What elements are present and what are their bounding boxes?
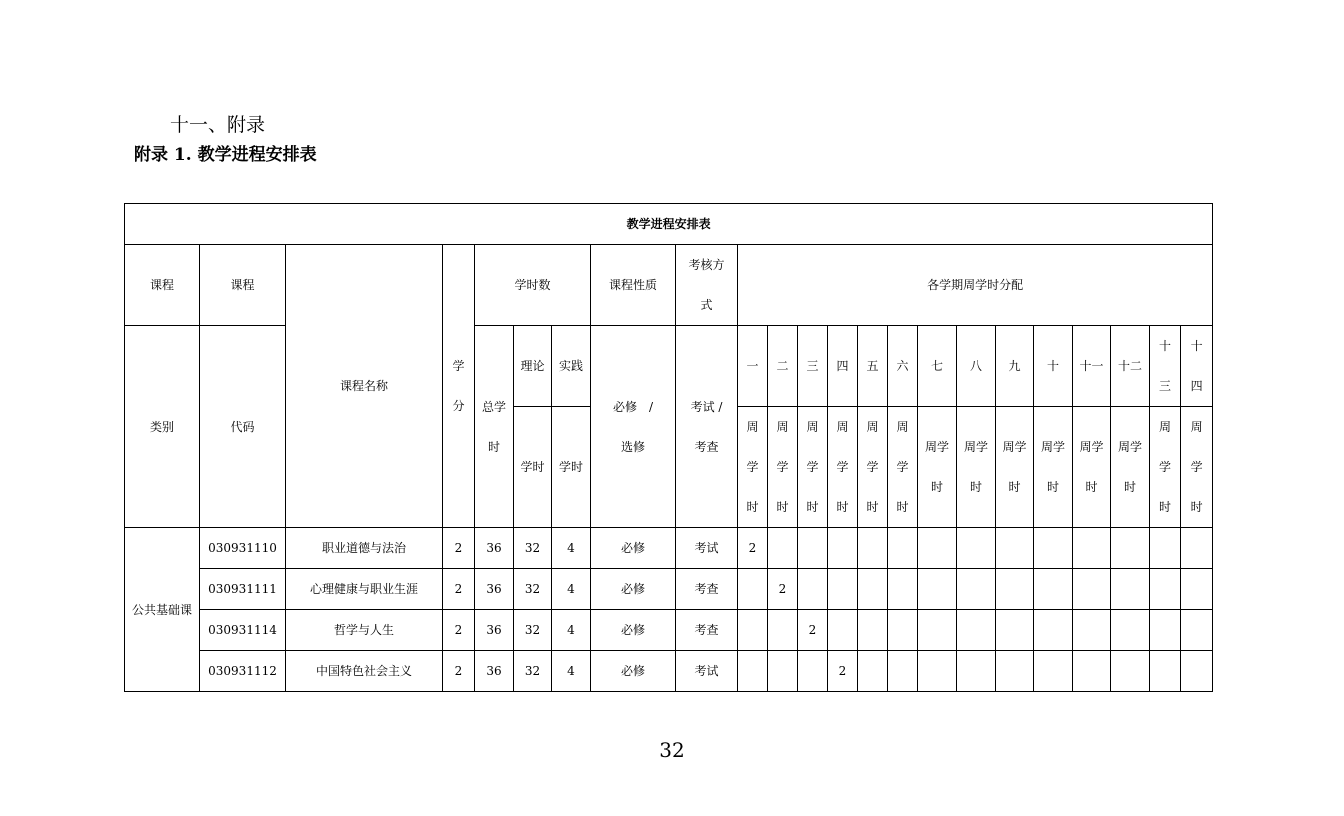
- weekly-hours-semester-8: [957, 528, 996, 569]
- weekly-hours-semester-12: [1111, 569, 1150, 610]
- total-hours: 36: [475, 610, 514, 651]
- header-semester-unit-5: 周 学 时: [858, 407, 888, 528]
- table-row: [125, 651, 1213, 692]
- weekly-hours-semester-5: [858, 528, 888, 569]
- weekly-hours-semester-6: [888, 528, 918, 569]
- credits: 2: [443, 569, 475, 610]
- weekly-hours-semester-2: [768, 651, 798, 692]
- weekly-hours-semester-11: [1073, 651, 1111, 692]
- header-practice-top: 实践: [552, 326, 591, 407]
- header-semester-unit-3: 周 学 时: [798, 407, 828, 528]
- header-nature-sub: 必修 / 选修: [591, 326, 676, 528]
- credits: 2: [443, 610, 475, 651]
- weekly-hours-semester-6: [888, 569, 918, 610]
- header-semester-unit-8: 周学 时: [957, 407, 996, 528]
- weekly-hours-semester-14: [1181, 528, 1213, 569]
- table-row: [125, 569, 1213, 610]
- header-course-name: 课程名称: [286, 245, 443, 528]
- header-semester-7: 七: [918, 326, 957, 407]
- weekly-hours-semester-12: [1111, 651, 1150, 692]
- course-nature: 必修: [591, 651, 676, 692]
- header-semester-unit-4: 周 学 时: [828, 407, 858, 528]
- course-code: 030931111: [200, 569, 286, 610]
- header-semester-unit-9: 周学 时: [996, 407, 1034, 528]
- header-category-top: 课程: [125, 245, 200, 326]
- course-name: 哲学与人生: [286, 610, 443, 651]
- theory-hours: 32: [514, 569, 552, 610]
- weekly-hours-semester-8: [957, 569, 996, 610]
- weekly-hours-semester-1: [738, 569, 768, 610]
- assessment-method: 考查: [676, 569, 738, 610]
- weekly-hours-semester-1: [738, 651, 768, 692]
- weekly-hours-semester-6: [888, 651, 918, 692]
- header-semester-unit-2: 周 学 时: [768, 407, 798, 528]
- header-semester-unit-12: 周学 时: [1111, 407, 1150, 528]
- course-nature: 必修: [591, 528, 676, 569]
- header-total-hours: 总学 时: [475, 326, 514, 528]
- course-code: 030931114: [200, 610, 286, 651]
- theory-hours: 32: [514, 610, 552, 651]
- total-hours: 36: [475, 528, 514, 569]
- weekly-hours-semester-10: [1034, 528, 1073, 569]
- weekly-hours-semester-9: [996, 569, 1034, 610]
- header-semester-unit-13: 周 学 时: [1150, 407, 1181, 528]
- assessment-method: 考试: [676, 528, 738, 569]
- weekly-hours-semester-1: 2: [738, 528, 768, 569]
- weekly-hours-semester-5: [858, 651, 888, 692]
- header-semester-8: 八: [957, 326, 996, 407]
- practice-hours: 4: [552, 569, 591, 610]
- weekly-hours-semester-2: 2: [768, 569, 798, 610]
- theory-hours: 32: [514, 528, 552, 569]
- header-semester-2: 二: [768, 326, 798, 407]
- header-semester-1: 一: [738, 326, 768, 407]
- teaching-schedule-table: [124, 203, 1213, 692]
- weekly-hours-semester-14: [1181, 569, 1213, 610]
- header-assess-group: 考核方 式: [676, 245, 738, 326]
- assessment-method: 考查: [676, 610, 738, 651]
- weekly-hours-semester-3: [798, 569, 828, 610]
- header-semester-unit-14: 周 学 时: [1181, 407, 1213, 528]
- table-row: [125, 610, 1213, 651]
- weekly-hours-semester-14: [1181, 651, 1213, 692]
- table-caption: 教学进程安排表: [125, 204, 1213, 245]
- weekly-hours-semester-13: [1150, 610, 1181, 651]
- weekly-hours-semester-12: [1111, 528, 1150, 569]
- weekly-hours-semester-8: [957, 651, 996, 692]
- header-semester-group: 各学期周学时分配: [738, 245, 1213, 326]
- course-name: 中国特色社会主义: [286, 651, 443, 692]
- weekly-hours-semester-4: [828, 610, 858, 651]
- weekly-hours-semester-10: [1034, 569, 1073, 610]
- weekly-hours-semester-14: [1181, 610, 1213, 651]
- assessment-method: 考试: [676, 651, 738, 692]
- header-semester-5: 五: [858, 326, 888, 407]
- weekly-hours-semester-13: [1150, 651, 1181, 692]
- course-code: 030931112: [200, 651, 286, 692]
- practice-hours: 4: [552, 610, 591, 651]
- header-semester-11: 十一: [1073, 326, 1111, 407]
- practice-hours: 4: [552, 651, 591, 692]
- weekly-hours-semester-3: [798, 528, 828, 569]
- course-nature: 必修: [591, 610, 676, 651]
- appendix-title: 附录 1. 教学进程安排表: [134, 145, 317, 165]
- weekly-hours-semester-9: [996, 528, 1034, 569]
- weekly-hours-semester-12: [1111, 610, 1150, 651]
- weekly-hours-semester-11: [1073, 528, 1111, 569]
- weekly-hours-semester-10: [1034, 610, 1073, 651]
- practice-hours: 4: [552, 528, 591, 569]
- credits: 2: [443, 651, 475, 692]
- theory-hours: 32: [514, 651, 552, 692]
- weekly-hours-semester-11: [1073, 569, 1111, 610]
- header-semester-unit-11: 周学 时: [1073, 407, 1111, 528]
- weekly-hours-semester-7: [918, 610, 957, 651]
- weekly-hours-semester-13: [1150, 569, 1181, 610]
- header-nature-group: 课程性质: [591, 245, 676, 326]
- header-semester-unit-1: 周 学 时: [738, 407, 768, 528]
- page-number: 32: [659, 738, 685, 762]
- course-name: 职业道德与法治: [286, 528, 443, 569]
- header-credits: 学 分: [443, 245, 475, 528]
- table-row: [125, 528, 1213, 569]
- header-semester-4: 四: [828, 326, 858, 407]
- course-code: 030931110: [200, 528, 286, 569]
- weekly-hours-semester-7: [918, 651, 957, 692]
- header-semester-3: 三: [798, 326, 828, 407]
- course-nature: 必修: [591, 569, 676, 610]
- header-semester-13: 十 三: [1150, 326, 1181, 407]
- weekly-hours-semester-9: [996, 610, 1034, 651]
- weekly-hours-semester-10: [1034, 651, 1073, 692]
- weekly-hours-semester-8: [957, 610, 996, 651]
- header-assess-sub: 考试 / 考查: [676, 326, 738, 528]
- header-semester-12: 十二: [1111, 326, 1150, 407]
- weekly-hours-semester-11: [1073, 610, 1111, 651]
- header-semester-6: 六: [888, 326, 918, 407]
- weekly-hours-semester-2: [768, 528, 798, 569]
- weekly-hours-semester-5: [858, 569, 888, 610]
- weekly-hours-semester-7: [918, 528, 957, 569]
- header-category-bottom: 类别: [125, 326, 200, 528]
- table-body: [125, 204, 1213, 692]
- weekly-hours-semester-13: [1150, 528, 1181, 569]
- total-hours: 36: [475, 569, 514, 610]
- course-name: 心理健康与职业生涯: [286, 569, 443, 610]
- header-theory-bottom: 学时: [514, 407, 552, 528]
- weekly-hours-semester-3: [798, 651, 828, 692]
- header-semester-unit-6: 周 学 时: [888, 407, 918, 528]
- weekly-hours-semester-4: [828, 569, 858, 610]
- weekly-hours-semester-3: 2: [798, 610, 828, 651]
- header-code-top: 课程: [200, 245, 286, 326]
- header-semester-14: 十 四: [1181, 326, 1213, 407]
- weekly-hours-semester-7: [918, 569, 957, 610]
- weekly-hours-semester-4: [828, 528, 858, 569]
- header-code-bottom: 代码: [200, 326, 286, 528]
- header-semester-unit-7: 周学 时: [918, 407, 957, 528]
- weekly-hours-semester-4: 2: [828, 651, 858, 692]
- total-hours: 36: [475, 651, 514, 692]
- section-title: 十一、附录: [170, 114, 266, 136]
- header-semester-9: 九: [996, 326, 1034, 407]
- weekly-hours-semester-1: [738, 610, 768, 651]
- header-semester-unit-10: 周学 时: [1034, 407, 1073, 528]
- header-practice-bottom: 学时: [552, 407, 591, 528]
- weekly-hours-semester-2: [768, 610, 798, 651]
- header-theory-top: 理论: [514, 326, 552, 407]
- course-group-label: 公共基础课: [125, 528, 200, 692]
- weekly-hours-semester-5: [858, 610, 888, 651]
- weekly-hours-semester-9: [996, 651, 1034, 692]
- credits: 2: [443, 528, 475, 569]
- header-hours-group: 学时数: [475, 245, 591, 326]
- weekly-hours-semester-6: [888, 610, 918, 651]
- header-semester-10: 十: [1034, 326, 1073, 407]
